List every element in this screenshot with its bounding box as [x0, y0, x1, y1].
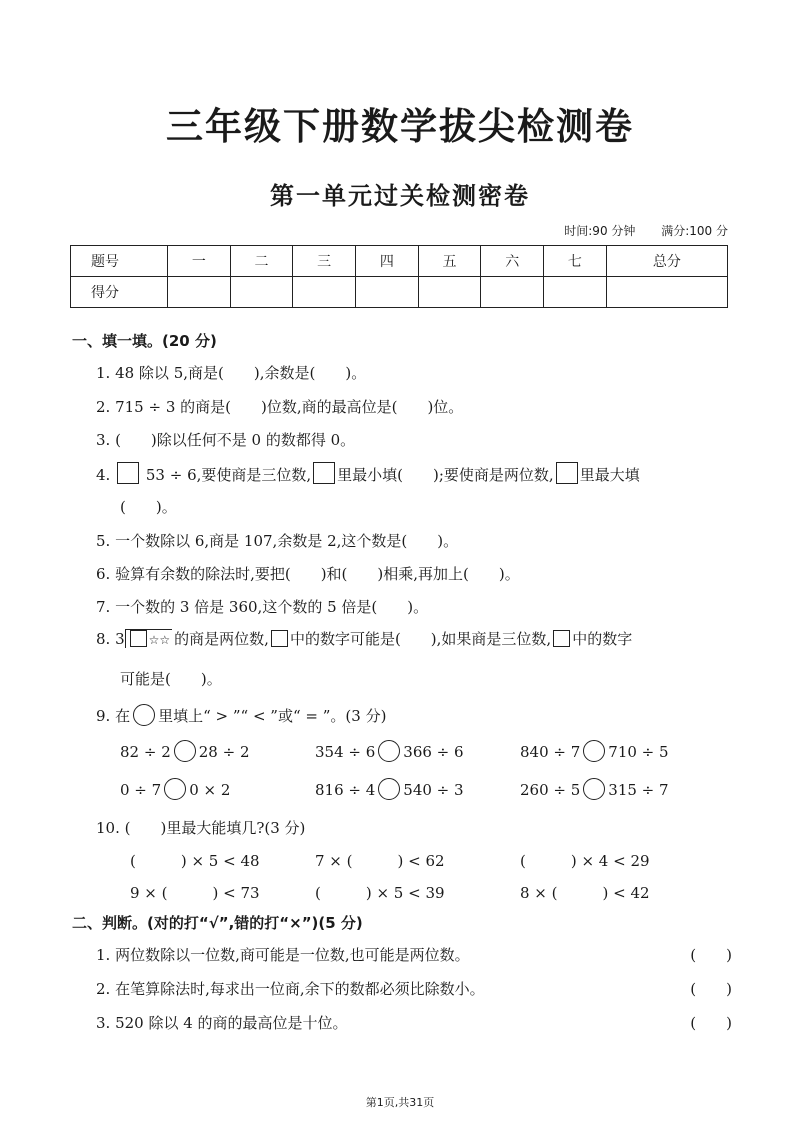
score-header-cell: 三 [293, 246, 356, 277]
blank-box[interactable] [553, 630, 570, 647]
blank-box[interactable] [271, 630, 288, 647]
score-cell[interactable] [356, 277, 419, 308]
question-1: 1. 48 除以 5,商是( ),余数是( )。 [96, 364, 367, 382]
judge-item-1: 1. 两位数除以一位数,商可能是一位数,也可能是两位数。 [96, 946, 470, 964]
score-cell[interactable] [230, 277, 293, 308]
score-cell[interactable] [418, 277, 481, 308]
compare-item: 354 ÷ 6 366 ÷ 6 [315, 740, 464, 762]
compare-circle [133, 704, 155, 726]
judge-answer[interactable]: ( ) [690, 946, 732, 964]
time-limit: 时间:90 分钟 [564, 224, 636, 238]
blank-box[interactable] [130, 630, 147, 647]
score-cell[interactable] [293, 277, 356, 308]
full-score: 满分:100 分 [661, 224, 728, 238]
question-8-cont: 可能是( )。 [120, 670, 222, 688]
compare-circle[interactable] [164, 778, 186, 800]
score-row [71, 277, 728, 308]
compare-item: 816 ÷ 4 540 ÷ 3 [315, 778, 464, 800]
question-10: 10. ( )里最大能填几?(3 分) [96, 819, 306, 837]
compare-circle[interactable] [583, 778, 605, 800]
division-bracket [125, 629, 173, 648]
compare-circle[interactable] [378, 778, 400, 800]
judge-answer[interactable]: ( ) [690, 1014, 732, 1032]
blank-box[interactable] [313, 462, 335, 484]
compare-circle[interactable] [174, 740, 196, 762]
question-5: 5. 一个数除以 6,商是 107,余数是 2,这个数是( )。 [96, 532, 459, 550]
q8-divisor: 3 [115, 630, 125, 648]
blank-box[interactable] [117, 462, 139, 484]
q8-num: 8. [96, 630, 111, 648]
fill-expression[interactable]: ( ) × 5 < 48 [130, 852, 260, 870]
q8-part-a: 的商是两位数, [174, 630, 269, 648]
q8-part-c: 中的数字 [572, 630, 633, 648]
long-division-symbol [115, 629, 172, 648]
score-header-cell: 六 [481, 246, 544, 277]
q8-part-b: 中的数字可能是( ),如果商是三位数, [289, 630, 552, 648]
score-header-cell: 总分 [606, 246, 727, 277]
q9-part-a: 9. 在 [96, 707, 131, 725]
question-7: 7. 一个数的 3 倍是 360,这个数的 5 倍是( )。 [96, 598, 429, 616]
question-4 [96, 462, 640, 485]
question-3: 3. ( )除以任何不是 0 的数都得 0。 [96, 431, 356, 449]
fill-expression[interactable]: ( ) × 4 < 29 [520, 852, 650, 870]
question-8 [96, 628, 632, 649]
q4-part-c: 里最大填 [579, 466, 640, 484]
blank-box[interactable] [556, 462, 578, 484]
question-4-cont: ( )。 [120, 498, 177, 516]
score-header-cell: 题号 [71, 246, 168, 277]
judge-item-3: 3. 520 除以 4 的商的最高位是十位。 [96, 1014, 348, 1032]
fill-expression[interactable]: ( ) × 5 < 39 [315, 884, 445, 902]
score-header-cell: 二 [230, 246, 293, 277]
judge-item-2: 2. 在笔算除法时,每求出一位商,余下的数都必须比除数小。 [96, 980, 485, 998]
compare-circle[interactable] [378, 740, 400, 762]
compare-item: 0 ÷ 7 0 × 2 [120, 778, 230, 800]
fill-expression[interactable]: 9 × ( ) < 73 [130, 884, 260, 902]
judge-answer[interactable]: ( ) [690, 980, 732, 998]
compare-circle[interactable] [583, 740, 605, 762]
score-header-row [71, 246, 728, 277]
question-6: 6. 验算有余数的除法时,要把( )和( )相乘,再加上( )。 [96, 565, 520, 583]
score-table [70, 245, 728, 308]
compare-item: 82 ÷ 2 28 ÷ 2 [120, 740, 250, 762]
score-cell[interactable] [168, 277, 231, 308]
compare-item: 840 ÷ 7 710 ÷ 5 [520, 740, 669, 762]
q4-part-b: 里最小填( );要使商是两位数, [337, 466, 554, 484]
question-9 [96, 704, 386, 726]
score-header-cell: 五 [418, 246, 481, 277]
score-cell[interactable] [606, 277, 727, 308]
score-cell[interactable] [481, 277, 544, 308]
score-row-label: 得分 [71, 277, 168, 308]
exam-subtitle: 第一单元过关检测密卷 [270, 181, 530, 210]
section1-title: 一、填一填。(20 分) [72, 332, 217, 350]
q4-num: 4. [96, 466, 111, 484]
section2-title: 二、判断。(对的打“√”,错的打“×”)(5 分) [72, 914, 363, 932]
score-header-cell: 一 [168, 246, 231, 277]
exam-title: 三年级下册数学拔尖检测卷 [166, 105, 634, 148]
fill-expression[interactable]: 8 × ( ) < 42 [520, 884, 650, 902]
score-cell[interactable] [544, 277, 607, 308]
q4-part-a: 53 ÷ 6,要使商是三位数, [145, 466, 312, 484]
score-header-cell: 四 [356, 246, 419, 277]
question-2: 2. 715 ÷ 3 的商是( )位数,商的最高位是( )位。 [96, 398, 464, 416]
exam-meta [564, 222, 728, 239]
fill-expression[interactable]: 7 × ( ) < 62 [315, 852, 445, 870]
page-footer: 第1页,共31页 [365, 1096, 435, 1109]
q9-part-b: 里填上“ > ”“ < ”或“ = ”。(3 分) [158, 707, 387, 725]
score-header-cell: 七 [544, 246, 607, 277]
q8-stars: ☆☆ [148, 633, 171, 647]
compare-item: 260 ÷ 5 315 ÷ 7 [520, 778, 669, 800]
